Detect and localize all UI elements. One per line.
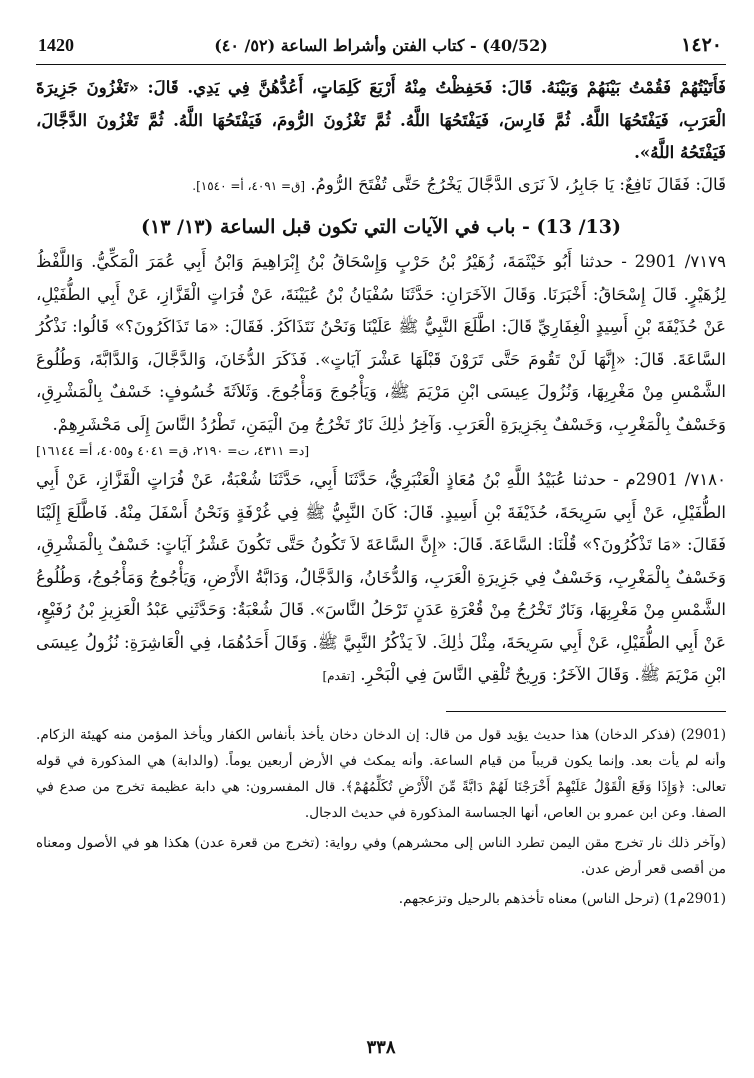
footnote-2901-fire: (وآخر ذلك نار تخرج مقن اليمن تطرد الناس إلى محشرهم) وفي رواية: (تخرج من قعرة عدن) هكذا هو في الأصول ومعناه من أقصى قعر أرض عدن.	[36, 834, 726, 877]
header-title: (40/52) - كتاب الفتن وأشراط الساعة (٥٢/ ٤٠)	[214, 36, 548, 55]
footnote-divider	[446, 711, 726, 712]
footnote-2901: (2901) (فذكر الدخان) هذا حديث يؤيد قول من قال: إن الدخان دخان يأخذ بأنفاس الكفار ويأخذ المؤمن منه كهيئة الزكام. وأنه لم يأت بعد. وإنما يكون قريباً من قيام الساعة. وأنه يمكث في الأرض أربعين يوماً. (والدابة) هي المذكورة في قوله تعالى: ﴿وَإِذَا وَقَعَ الْقَوْلُ عَلَيْهِمْ أَخْرَجْنَا لَهُمْ دَابَّةً مِّنَ الْأَرْضِ تُكَلِّمُهُمْ﴾. قال المفسرون: هي دابة عظيمة تخرج من صدع في الصفا. وعن ابن عمرو بن العاص، أنها الجساسة المذكورة في حديث الدجال.	[36, 726, 726, 821]
hadith-7179-reference: [د= ٤٣١١، ت= ٢١٩٠، ق= ٤٠٤١ و٤٠٥٥، أ= ١٦١٤٤]	[36, 443, 310, 458]
page-header	[36, 28, 726, 65]
hadith-7180	[36, 464, 726, 693]
hadith-7180-text: ٧١٨٠/ 2901م - حدثنا عُبَيْدُ اللَّهِ بْنُ مُعَاذٍ الْعَنْبَرِيُّ، حَدَّثَنَا أَبِي، حَدَّثَنَا شُعْبَةُ، عَنْ فُرَاتٍ الْقَزَّازِ، عَنْ أَبِي الطُّفَيْلِ، عَنْ أَبِي سَرِيحَةَ، حُذَيْفَةَ بْنِ أَسِيدٍ. قَالَ: كَانَ النَّبِيُّ ﷺ فِي غُرْفَةٍ وَنَحْنُ أَسْفَلَ مِنْهُ. فَاطَّلَعَ إِلَيْنَا فَقَالَ: «مَا تَذْكُرُونَ؟» قُلْنَا: السَّاعَةَ. قَالَ: «إِنَّ السَّاعَةَ لاَ تَكُونُ حَتَّى تَكُونَ عَشْرُ آيَاتٍ: خَسْفٌ بِالْمَشْرِقِ، وَخَسْفٌ بِالْمَغْرِبِ، وَخَسْفٌ فِي جَزِيرَةِ الْعَرَبِ، وَالدُّخَانُ، وَالدَّجَّالُ، وَدَابَّةُ الأَرْضِ، وَيَأْجُوجُ وَمَأْجُوجُ، وَطُلُوعُ الشَّمْسِ مِنْ مَغْرِبِهَا، وَنَارٌ تَخْرُجُ مِنْ قُعْرَةِ عَدَنٍ تَرْحَلُ النَّاسَ». قَالَ شُعْبَةُ: وَحَدَّثَنِي عَبْدُ الْعَزِيزِ بْنُ رُفَيْعٍ، عَنْ أَبِي الطُّفَيْلِ، عَنْ أَبِي سَرِيحَةَ، مِثْلَ ذٰلِكَ. لاَ يَذْكُرُ النَّبِيَّ ﷺ. وَقَالَ أَحَدُهُمَا، فِي الْعَاشِرَةِ: نُزُولُ عِيسَى ابْنِ مَرْيَمَ ﷺ. وَقَالَ الآخَرُ: وَرِيحٌ تُلْقِي النَّاسَ فِي الْبَحْرِ.	[36, 470, 726, 684]
page-number: ٣٣٨	[366, 1037, 396, 1058]
hadith-7180-reference: [تقدم]	[322, 669, 355, 683]
header-page-number-latin: 1420	[38, 35, 74, 55]
intro-reference: [ق= ٤٠٩١، أ= ١٥٤٠].	[192, 178, 306, 193]
hadith-7179: ٧١٧٩/ 2901 - حدثنا أَبُو خَيْثَمَةَ، زُهَيْرُ بْنُ حَرْبٍ وَإِسْحَاقُ بْنُ إِبْرَاهِيمَ وَابْنُ أَبِي عُمَرَ الْمَكِّيُّ. وَاللَّفْظُ لِزُهَيْرٍ. قَالَ إِسْحَاقُ: أَخْبَرَنَا. وَقَالَ الآخَرَانِ: حَدَّثَنَا سُفْيَانُ بْنُ عُيَيْنَةَ، عَنْ فُرَاتٍ الْقَزَّازِ، عَنْ أَبِي الطُّفَيْلِ، عَنْ حُذَيْفَةَ بْنِ أَسِيدٍ الْغِفَارِيِّ قَالَ: اطَّلَعَ النَّبِيُّ ﷺ عَلَيْنَا وَنَحْنُ نَتَذَاكَرُ. فَقَالَ: «مَا تَذَاكَرُونَ؟» قَالُوا: نَذْكُرُ السَّاعَةَ. قَالَ: «إِنَّهَا لَنْ تَقُومَ حَتَّى تَرَوْنَ قَبْلَهَا عَشْرَ آيَاتٍ». فَذَكَرَ الدُّخَانَ، وَالدَّجَّالَ، وَالدَّابَّةَ، وَطُلُوعَ الشَّمْسِ مِنْ مَغْرِبِهَا، وَنُزُولَ عِيسَى ابْنِ مَرْيَمَ ﷺ، وَيَأْجُوجَ وَمَأْجُوجَ. وَثَلاَثَةَ خُسُوفٍ: خَسْفٌ بِالْمَشْرِقِ، وَخَسْفٌ بِالْمَغْرِبِ، وَخَسْفٌ بِجَزِيرَةِ الْعَرَبِ. وَآخِرُ ذٰلِكَ نَارٌ تَخْرُجُ مِنَ الْيَمَنِ، تَطْرُدُ النَّاسَ إِلَى مَحْشَرِهِمْ.	[36, 252, 726, 434]
chapter-heading: (13/ 13) - باب في الآيات التي تكون قبل الساعة (١٣/ ١٣)	[141, 216, 621, 238]
intro-nafi-text: قَالَ: فَقَالَ نَافِعٌ: يَا جَابِرُ، لاَ نَرَى الدَّجَّالَ يَخْرُجُ حَتَّى تُفْتَحَ الرُّومُ.	[310, 174, 726, 194]
intro-nafi-paragraph	[36, 169, 726, 203]
document-page	[36, 28, 726, 1058]
header-page-number-arabic: ١٤٢٠	[681, 34, 722, 56]
footnote-2901m1: (2901م1) (ترحل الناس) معناه تأخذهم بالرحيل وتزعجهم.	[398, 890, 726, 907]
intro-paragraph: فَأَتَيْتُهُمْ فَقُمْتُ بَيْنَهُمْ وَبَيْنَهُ. قَالَ: فَحَفِظْتُ مِنْهُ أَرْبَعَ كَلِمَاتٍ، أَعُدُّهُنَّ فِي يَدِي. قَالَ: «تَغْزُونَ جَزِيرَةَ الْعَرَبِ، فَيَفْتَحُهَا اللَّهُ. ثُمَّ فَارِسَ، فَيَفْتَحُهَا اللَّهُ. ثُمَّ تَغْزُونَ الرُّومَ، فَيَفْتَحُهَا اللَّهُ. ثُمَّ تَغْزُونَ الدَّجَّالَ، فَيَفْتَحُهُ اللَّهُ».	[36, 77, 726, 162]
